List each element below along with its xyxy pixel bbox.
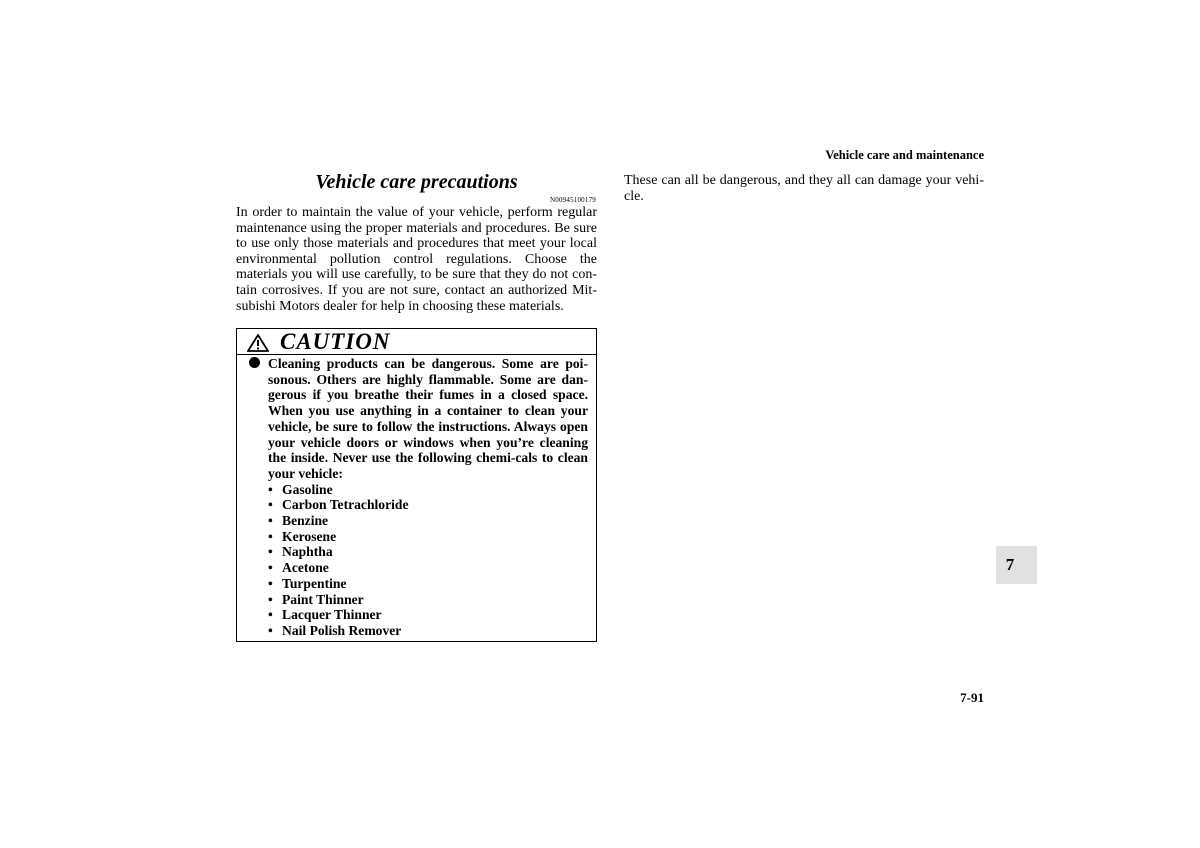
caution-body	[249, 356, 588, 639]
list-item: • Acetone	[268, 560, 588, 576]
caution-label: CAUTION	[280, 329, 391, 354]
list-item: • Nail Polish Remover	[268, 623, 588, 639]
right-column-text: These can all be dangerous, and they all can damage your vehi-cle.	[624, 173, 984, 204]
list-item: • Benzine	[268, 513, 588, 529]
section-title: Vehicle care precautions	[315, 171, 518, 193]
list-item: • Lacquer Thinner	[268, 607, 588, 623]
list-item: • Turpentine	[268, 576, 588, 592]
caution-header	[237, 329, 596, 355]
list-item: • Carbon Tetrachloride	[268, 497, 588, 513]
chapter-tab-number: 7	[1005, 555, 1015, 574]
page-number: 7-91	[960, 690, 984, 705]
list-item: • Kerosene	[268, 529, 588, 545]
list-item: • Gasoline	[268, 482, 588, 498]
warning-triangle-icon	[247, 334, 269, 352]
caution-bullet	[249, 356, 588, 482]
list-item: • Paint Thinner	[268, 592, 588, 608]
intro-paragraph: In order to maintain the value of your vehicle, perform regular maintenance using the proper materials and procedures. Be sure to use only those materials and procedures that meet your local environmental pollution control regulations. Choose the materials you will use carefully, to be sure that they do not con-tain corrosives. If you are not sure, contact an authorized Mit-subishi Motors dealer for help in choosing these materials.	[236, 205, 597, 314]
caution-box	[236, 328, 597, 642]
list-item: • Naphtha	[268, 544, 588, 560]
chemical-list	[249, 482, 588, 639]
chapter-tab	[996, 546, 1037, 584]
bullet-dot-icon	[249, 357, 260, 368]
running-head: Vehicle care and maintenance	[825, 148, 984, 162]
reference-code: N00945100179	[550, 196, 596, 204]
caution-text: Cleaning products can be dangerous. Some are poi-sonous. Others are highly flammable. Some are dan-gerous if you breathe their fumes in a closed space. When you use anything in a container to clean your vehicle, be sure to follow the instructions. Always open your vehicle doors or windows when you’re cleaning the inside. Never use the following chemi-cals to clean your vehicle:	[268, 356, 588, 481]
